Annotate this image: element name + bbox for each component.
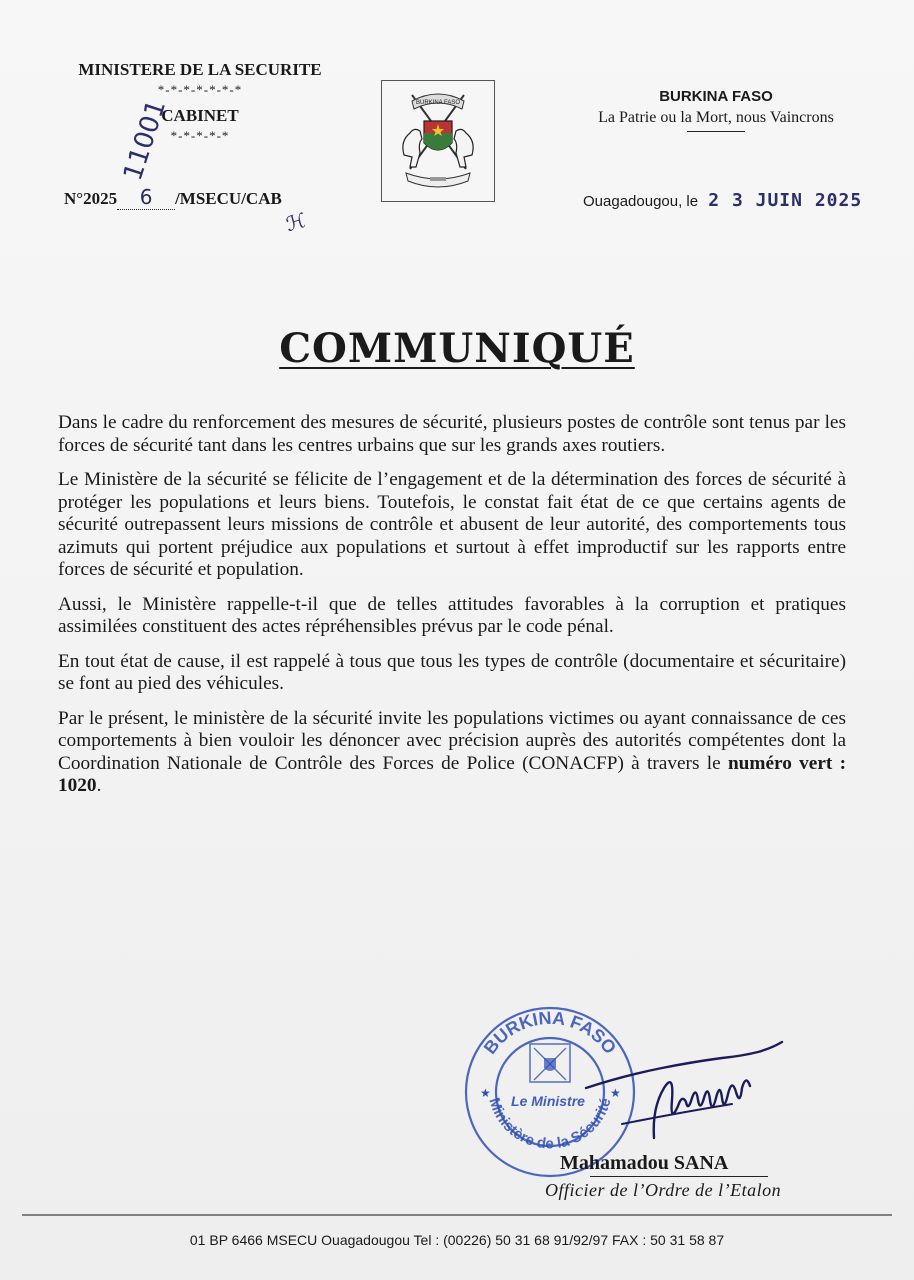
paragraph-5-end: . [96, 775, 102, 796]
handwritten-initials: ℋ [283, 207, 309, 237]
country-name: BURKINA FASO [659, 88, 773, 105]
signer-title: Officier de l’Ordre de l’Etalon [545, 1180, 782, 1200]
dateline-place: Ouagadougou, le [583, 193, 699, 210]
ministry-header [40, 60, 360, 152]
ref-suffix: /MSECU/CAB [175, 189, 282, 208]
communique-body [58, 412, 846, 810]
svg-text:★: ★ [610, 1086, 621, 1100]
ref-handwritten-digit: 6 [117, 185, 175, 210]
footer-contact: 01 BP 6466 MSECU Ouagadougou Tel : (00226) 50 31 68 91/92/97 FAX : 50 31 58 87 [189, 1232, 725, 1248]
footer-divider [22, 1214, 892, 1216]
document-title-wrap [0, 325, 914, 372]
paragraph-3: Aussi, le Ministère rappelle-t-il que de telles attitudes favorables à la corruption et pratiques assimilées constituent des actes répréhensibles prévus par le code pénal. [58, 593, 846, 637]
emblem-banner-text: BURKINA FASO [415, 100, 461, 106]
seal-center-text: Le Ministre [511, 1093, 585, 1109]
coat-of-arms-icon [382, 81, 494, 201]
coat-of-arms-emblem [381, 80, 495, 202]
handwritten-number: 11001 [118, 96, 173, 185]
date-stamp: 2 3 JUIN 2025 [708, 190, 863, 211]
green-number: numéro vert : 1020 [58, 752, 847, 796]
paragraph-5-text: Par le présent, le ministère de la sécurité invite les populations victimes ou ayant connaissance de ces comportements à bien vouloir les dénoncer avec précision auprès des autorités compétentes dont la Coordination Nationale de Contrôle des Forces de Police (CONACFP) à travers le [58, 707, 846, 774]
motto-underline [687, 131, 745, 132]
reference-number [64, 185, 282, 210]
signer-name: Mahamadou SANA [560, 1152, 729, 1174]
paragraph-4: En tout état de cause, il est rappelé à tous que tous les types de contrôle (documentaire et sécuritaire) se font au pied des véhicules. [58, 650, 846, 694]
country-header [585, 88, 847, 132]
header-stars-2: *-*-*-*-* [170, 128, 230, 144]
paragraph-1: Dans le cadre du renforcement des mesures de sécurité, plusieurs postes de contrôle sont tenus par les forces de sécurité tant dans les centres urbains que sur les grands axes routiers. [58, 412, 846, 456]
document-title: COMMUNIQUÉ [279, 325, 635, 372]
seal-top-text: BURKINA FASO [479, 1007, 621, 1058]
dateline [583, 190, 862, 211]
signer-underline [590, 1176, 768, 1177]
paragraph-2: Le Ministère de la sécurité se félicite de l’engagement et de la détermination des forces de sécurité à protéger les populations et leurs biens. Toutefois, le constat fait état de ce que certains agents de sécurité outrepassent leurs missions de contrôle et abusent de leur autorité, des comportements tous azimuts qui portent préjudice aux populations et surtout à effet improductif sur les rapports entre forces de sécurité et population. [58, 469, 846, 580]
svg-text:★: ★ [480, 1086, 491, 1100]
cabinet-label: CABINET [161, 105, 239, 125]
ministry-name: MINISTERE DE LA SECURITE [78, 60, 322, 79]
handwritten-signature [582, 1028, 792, 1158]
national-motto: La Patrie ou la Mort, nous Vaincrons [598, 109, 834, 126]
signature-icon [582, 1028, 792, 1158]
paragraph-5 [58, 708, 846, 798]
header-stars-1: *-*-*-*-*-*-* [157, 82, 243, 98]
ref-prefix: N°2025 [64, 189, 118, 208]
seal-bottom-text: Ministère de la Sécurité [485, 1095, 615, 1153]
